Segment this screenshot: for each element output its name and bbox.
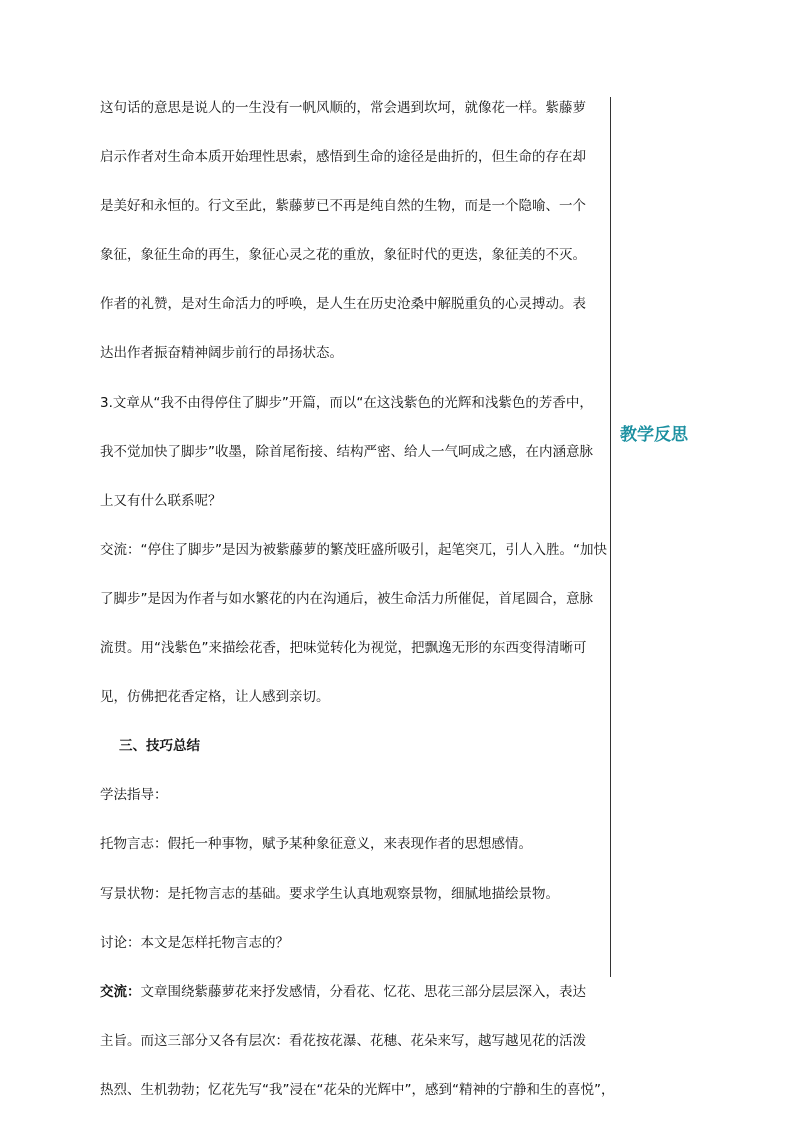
question-line-3: 上又有什么联系呢？ [100,492,222,509]
main-column [100,100,615,1098]
definition-line-2: 写景状物：是托物言志的基础。要求学生认真地观察景物，细腻地描绘景物。 [100,885,559,902]
exchange-text: 文章围绕紫藤萝花来抒发感情，分看花、忆花、思花三部分层层深入，表达 [140,983,586,1000]
question-line-2: 我不觉加快了脚步”收墨，除首尾衔接、结构严密、给人一气呵成之感，在内涵意脉 [100,443,593,460]
discussion-line: 讨论：本文是怎样托物言志的？ [100,934,289,951]
body-line-6: 达出作者振奋精神阔步前行的昂扬状态。 [100,345,343,362]
section-heading: 三、技巧总结 [119,738,200,755]
answer-line-2: 了脚步”是因为作者与如水繁花的内在沟通后，被生命活力所催促，首尾圆合，意脉 [100,590,593,607]
body-line-2: 启示作者对生命本质开始理性思索，感悟到生命的途径是曲折的，但生命的存在却 [100,149,586,166]
column-divider [610,97,611,977]
answer-line-1: 交流：“停住了脚步”是因为被紫藤萝的繁茂旺盛所吸引，起笔突兀，引人入胜。“加快 [100,541,607,558]
exchange-line-3: 热烈、生机勃勃；忆花先写“我”浸在“花朵的光辉中”，感到“精神的宁静和生的喜悦”， [100,1081,615,1098]
body-line-5: 作者的礼赞，是对生命活力的呼唤，是人生在历史沧桑中解脱重负的心灵搏动。表 [100,296,586,313]
definition-line-1: 托物言志：假托一种事物，赋予某种象征意义，来表现作者的思想感情。 [100,836,532,853]
answer-line-4: 见，仿佛把花香定格，让人感到亲切。 [100,689,330,706]
teaching-reflection-label: 教学反思 [620,425,688,445]
question-line-1: 3.文章从“我不由得停住了脚步”开篇，而以“在这浅紫色的光辉和浅紫色的芳香中， [100,394,593,411]
body-line-4: 象征，象征生命的再生，象征心灵之花的重放，象征时代的更迭，象征美的不灭。 [100,247,586,264]
exchange-line-1 [100,984,605,1000]
exchange-line-2: 主旨。而这三部分又各有层次：看花按花瀑、花穗、花朵来写，越写越见花的活泼 [100,1032,586,1049]
method-guide-label: 学法指导： [100,787,168,804]
answer-line-3: 流贯。用“浅紫色”来描绘花香，把味觉转化为视觉，把飘逸无形的东西变得清晰可 [100,640,587,657]
body-line-3: 是美好和永恒的。行文至此，紫藤萝已不再是纯自然的生物，而是一个隐喻、一个 [100,198,586,215]
exchange-label: 交流： [100,983,141,1000]
body-line-1: 这句话的意思是说人的一生没有一帆风顺的，常会遇到坎坷，就像花一样。紫藤萝 [100,100,586,116]
